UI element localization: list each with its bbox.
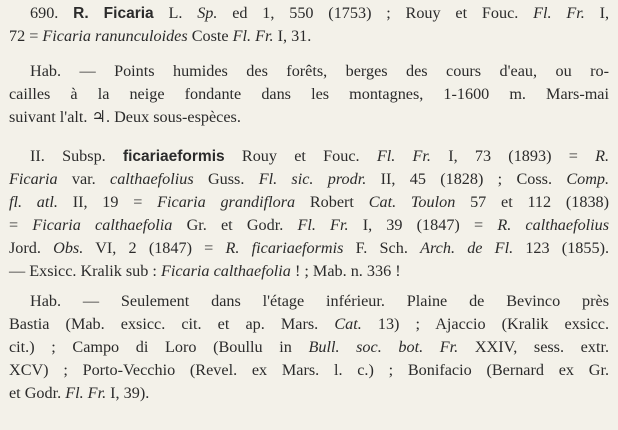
entry-number: 690.	[30, 4, 59, 22]
subsp-habitat-line-1: Hab. — Seulement dans l'étage inférieur. Plaine de Bevinco près	[30, 292, 609, 310]
subsp-line-4	[9, 215, 609, 237]
citation-title: Bull. soc. bot. Fr.	[308, 338, 459, 356]
subsp-habitat-line-3	[9, 337, 609, 359]
citation-text: II, 45 (1828) ; Coss.	[380, 170, 553, 188]
subsp-line-3	[9, 192, 609, 214]
citation-title: Fl. Fr.	[297, 216, 349, 234]
habitat-text: 13) ; Ajaccio (Kralik exsicc.	[377, 315, 610, 333]
synonym-name: Ficaria grandiflora	[157, 193, 296, 211]
habitat-line-2: cailles à la neige fondante dans les montagnes, 1-1600 m. Mars-mai	[9, 85, 609, 103]
author-text: F. Sch.	[355, 239, 408, 257]
citation-title: Fl. sic. prodr.	[258, 170, 367, 188]
subsp-line-2	[9, 169, 609, 191]
citation-title: Fl. Fr.	[232, 27, 274, 45]
citation-text: I,	[599, 4, 610, 22]
citation-text: VI, 2 (1847) =	[95, 239, 214, 257]
author-text: Robert	[309, 193, 354, 211]
synonym-name: R.	[595, 147, 610, 165]
entry-heading-line	[30, 3, 609, 25]
citation-text: var.	[71, 170, 96, 188]
citation-text: I, 39 (1847) =	[362, 216, 484, 234]
citation-title: Fl. Fr.	[65, 384, 107, 402]
habitat-text: XXIV, sess. extr.	[474, 338, 609, 356]
citation-title: Cat.	[334, 315, 362, 333]
citation-title: Sp.	[197, 4, 218, 22]
citation-title: fl. atl.	[9, 193, 58, 211]
author-text: L.	[168, 4, 183, 22]
synonym-name: R. ficariaeformis	[225, 239, 344, 257]
author-text: Guss.	[207, 170, 245, 188]
citation-title: Obs.	[53, 239, 84, 257]
synonym-name: calthaefolius	[110, 170, 194, 188]
subsp-line-5	[9, 238, 609, 260]
author-text: Gr. et Godr.	[186, 216, 284, 234]
synonym-name: Ficaria calthaefolia	[32, 216, 173, 234]
subsp-habitat-line-5	[9, 383, 149, 405]
citation-text: I, 73 (1893) =	[448, 147, 578, 165]
habitat-text: cit.) ; Campo di Loro (Boullu in	[9, 338, 292, 356]
citation-title: Fl. Fr.	[533, 4, 585, 22]
citation-text: II, 19 =	[72, 193, 143, 211]
synonym-name: Ficaria calthaefolia	[160, 262, 291, 280]
citation-text: ! ; Mab. n. 336 !	[294, 262, 401, 280]
synonym-name: Ficaria	[9, 170, 58, 188]
habitat-line-3: suivant l'alt. ♃. Deux sous-espèces.	[9, 108, 241, 126]
subsp-habitat-line-4: XCV) ; Porto-Vecchio (Revel. ex Mars. l. c.) ; Bonifacio (Bernard ex Gr.	[9, 361, 609, 379]
citation-title: Cat. Toulon	[368, 193, 456, 211]
citation-title: Arch. de Fl.	[420, 239, 514, 257]
subsp-prefix: II. Subsp.	[30, 147, 106, 165]
subsp-name: ficariaeformis	[122, 148, 225, 165]
taxon-name: R. Ficaria	[73, 5, 154, 22]
citation-text: ed 1, 550 (1753) ; Rouy et Fouc.	[232, 4, 519, 22]
citation-text: =	[9, 216, 19, 234]
subsp-heading-line	[30, 146, 609, 168]
subsp-habitat-line-2	[9, 314, 609, 336]
citation-text: I, 31.	[277, 27, 312, 45]
citation-text: 57 et 112 (1838)	[470, 193, 610, 211]
author-text: Jord.	[9, 239, 41, 257]
citation-title: Comp.	[566, 170, 610, 188]
synonym-name: Ficaria ranunculoides	[42, 27, 188, 45]
citation-text: 123 (1855).	[525, 239, 610, 257]
exsiccatae-line	[9, 261, 401, 283]
citation-text: — Exsicc. Kralik sub :	[9, 262, 157, 280]
habitat-line-1: Hab. — Points humides des forêts, berges des cours d'eau, ou ro-	[30, 62, 609, 80]
author-text: Rouy et Fouc.	[241, 147, 360, 165]
citation-text: 72 =	[9, 27, 39, 45]
entry-synonym-line	[9, 26, 311, 48]
habitat-text: I, 39).	[110, 384, 150, 402]
habitat-text: Bastia (Mab. exsicc. cit. et ap. Mars.	[9, 315, 319, 333]
habitat-text: et Godr.	[9, 384, 62, 402]
citation-title: Fl. Fr.	[376, 147, 431, 165]
synonym-name: R. calthaefolius	[497, 216, 610, 234]
author-text: Coste	[191, 27, 229, 45]
